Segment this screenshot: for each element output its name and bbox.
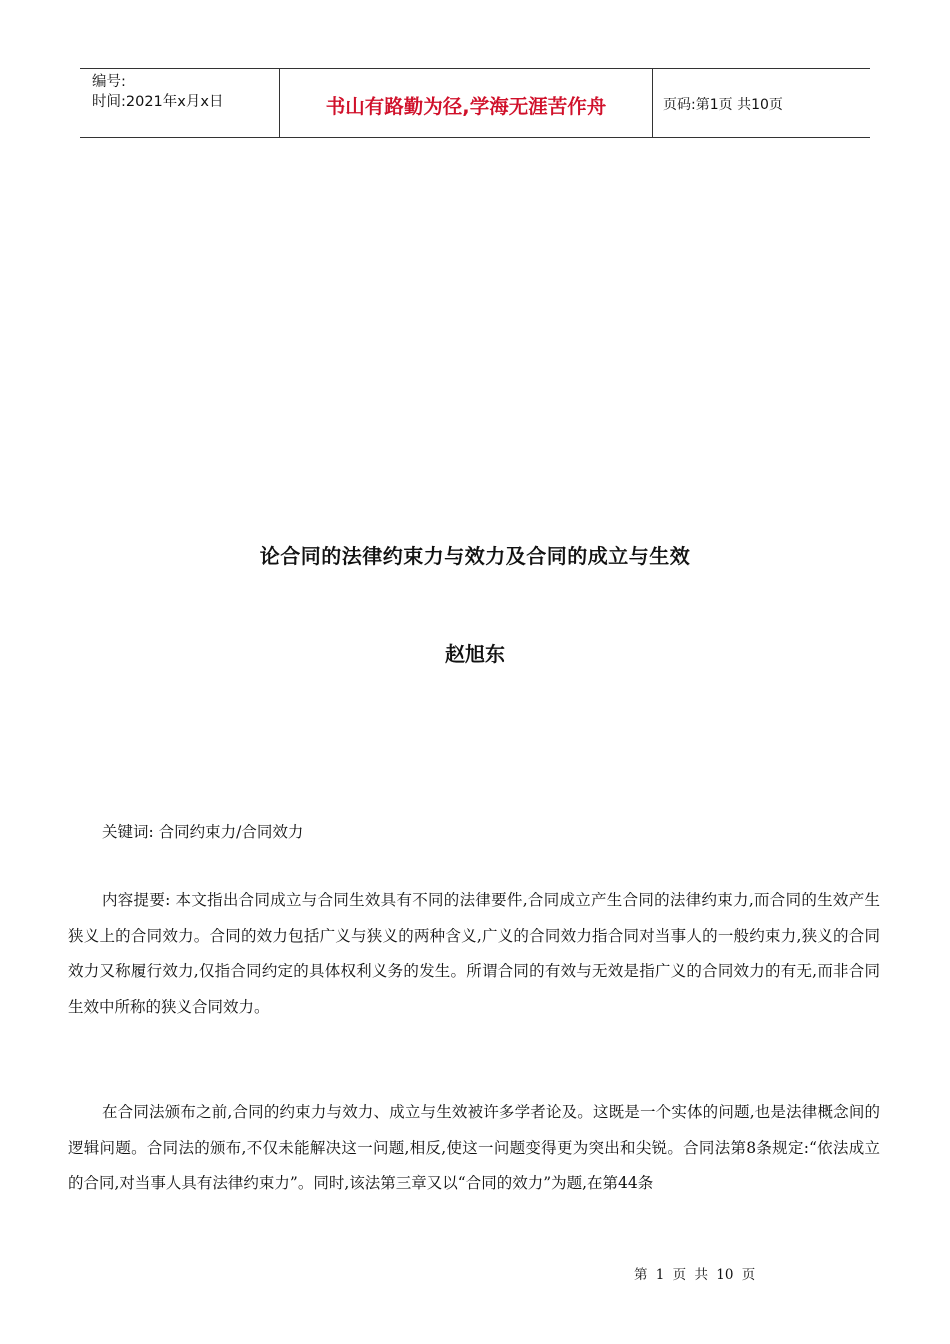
time-label: 时间:2021年x月x日 xyxy=(92,94,224,110)
keywords-paragraph: 关键词: 合同约束力/合同效力 xyxy=(102,823,304,841)
abstract-paragraph: 内容提要: 本文指出合同成立与合同生效具有不同的法律要件,合同成立产生合同的法律约束力,而合同的生效产生狭义上的合同效力。合同的效力包括广义与狭义的两种含义,广义的合同效力指合同对当事人的一般约束力,狭义的合同效力又称履行效力,仅指合同约定的具体权利义务的发生。所谓合同的有效与无效是指广义的合同效力的有无,而非合同生效中所称的狭义合同效力。 xyxy=(68,891,880,1016)
body-paragraph: 在合同法颁布之前,合同的约束力与效力、成立与生效被许多学者论及。这既是一个实体的问题,也是法律概念间的逻辑问题。合同法的颁布,不仅未能解决这一问题,相反,使这一问题变得更为突出和尖锐。合同法第8条规定:“依法成立的合同,对当事人具有法律约束力”。同时,该法第三章又以“合同的效力”为题,在第44条 xyxy=(68,1103,880,1192)
document-title: 论合同的法律约束力与效力及合同的成立与生效 xyxy=(259,544,691,568)
header-motto: 书山有路勤为径,学海无涯苦作舟 xyxy=(280,69,653,137)
serial-label: 编号: xyxy=(92,74,126,90)
document-author: 赵旭东 xyxy=(445,642,505,666)
header-page-info: 页码:第1页 共10页 xyxy=(663,97,783,113)
footer-page-number: 第 1 页 共 10 页 xyxy=(634,1267,756,1283)
header-table xyxy=(80,68,870,138)
header-info-cell xyxy=(80,69,280,137)
